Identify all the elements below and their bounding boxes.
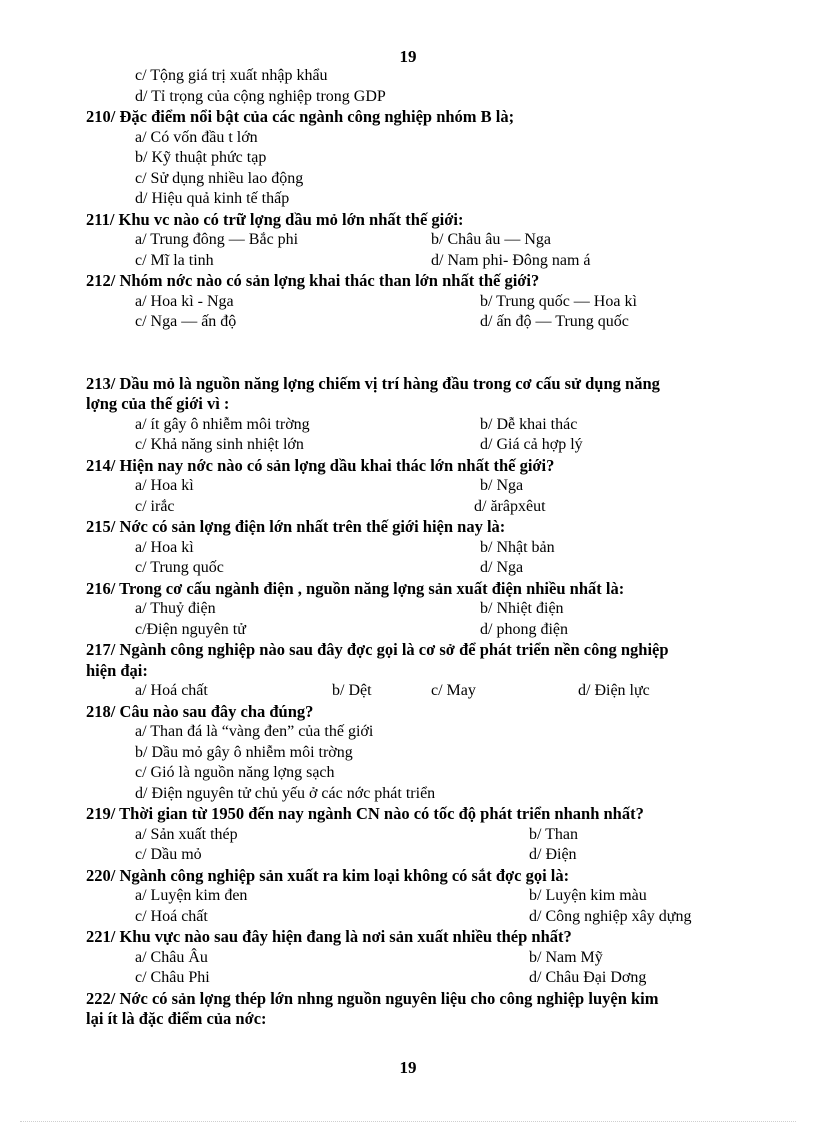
spacer — [86, 333, 792, 374]
answer-row — [86, 599, 792, 620]
page-number-top: 19 — [399, 47, 417, 66]
page-number-bottom: 19 — [399, 1058, 417, 1077]
answer-option: a/ Châu Âu — [135, 948, 208, 966]
answer-option: d/ Điện — [529, 846, 577, 863]
answer-option: a/ Hoa kì — [135, 477, 194, 494]
answer-option: a/ Hoa kì - Nga — [135, 292, 234, 310]
question-219: 219/ Thời gian từ 1950 đến nay ngành CN nào có tốc độ phát triển nhanh nhất? — [86, 804, 644, 823]
answer-option: a/ Trung đông — Bắc phi — [135, 231, 299, 248]
answer-option: b/ Châu âu — Nga — [431, 231, 551, 248]
answer-option: a/ Hoá chất — [135, 682, 208, 699]
question-list — [86, 66, 792, 1030]
answer-row — [86, 538, 792, 559]
answer-option: b/ Nhật bản — [480, 538, 555, 556]
answer-row — [86, 558, 792, 579]
answer-row — [86, 251, 792, 272]
question-217-cont: hiện đại: — [86, 660, 148, 680]
answer-option: c/ Nga — ấn độ — [135, 313, 237, 330]
answer-row — [86, 476, 792, 497]
answer-row — [86, 845, 792, 866]
question-222: 222/ Nớc có sản lợng thép lớn nhng nguồn nguyên liệu cho công nghiệp luyện kim — [86, 988, 659, 1008]
answer-row — [86, 886, 792, 907]
answer-row — [86, 415, 792, 436]
answer-option: c/ Dầu mỏ — [135, 846, 202, 863]
answer-option: b/ Dễ khai thác — [480, 415, 578, 433]
question-218: 218/ Câu nào sau đây cha đúng? — [86, 701, 314, 721]
answer-option: b/ Trung quốc — Hoa kì — [480, 292, 637, 310]
answer-option: c/ irắc — [135, 497, 175, 515]
question-213-cont: lợng của thế giới vì : — [86, 394, 230, 413]
answer-option: b/ Nhiệt điện — [480, 600, 564, 617]
question-221: 221/ Khu vực nào sau đây hiện đang là nơi sản xuất nhiều thép nhất? — [86, 927, 572, 946]
question-210: 210/ Đặc điểm nổi bật của các ngành công nghiệp nhóm B là; — [86, 107, 515, 126]
answer-option: b/ Than — [529, 825, 579, 843]
answer-row — [86, 907, 792, 928]
answer-option: c/ May — [431, 682, 476, 699]
answer-option: c/ Sử dụng nhiều lao động — [135, 169, 304, 187]
answer-row — [86, 435, 792, 456]
answer-option: a/ ít gây ô nhiễm môi trờng — [135, 415, 310, 433]
answer-option: b/ Dệt — [332, 682, 372, 699]
answer-option: a/ Hoa kì — [135, 538, 194, 556]
page-edge-divider — [20, 1121, 796, 1122]
answer-option: d/ Điện lực — [578, 682, 650, 699]
answer-option: d/ Công nghiệp xây dựng — [529, 907, 692, 925]
question-213: 213/ Dầu mỏ là nguồn năng lợng chiếm vị trí hàng đầu trong cơ cấu sử dụng năng — [86, 373, 660, 393]
answer-option: d/ phong điện — [480, 620, 568, 638]
answer-row — [86, 681, 792, 702]
answer-option: a/ Có vốn đầu t lớn — [135, 128, 258, 146]
answer-option: c/ Mĩ la tinh — [135, 251, 214, 269]
answer-option: a/ Than đá là “vàng đen” của thế giới — [135, 723, 374, 740]
answer-option: d/ ấn độ — Trung quốc — [480, 313, 629, 330]
answer-option: a/ Sản xuất thép — [135, 825, 238, 843]
question-217: 217/ Ngành công nghiệp nào sau đây đợc gọi là cơ sở để phát triển nền công nghiệp — [86, 640, 669, 659]
question-216: 216/ Trong cơ cấu ngành điện , nguồn năng lợng sản xuất điện nhiều nhất là: — [86, 578, 625, 598]
answer-option: d/ Nam phi- Đông nam á — [431, 251, 591, 269]
question-211: 211/ Khu vc nào có trữ lợng dầu mỏ lớn nhất thế giới: — [86, 209, 464, 229]
answer-option: b/ Dầu mỏ gây ô nhiễm môi trờng — [135, 743, 353, 761]
answer-row — [86, 230, 792, 251]
question-214: 214/ Hiện nay nớc nào có sản lợng dầu khai thác lớn nhất thế giới? — [86, 455, 555, 475]
answer-row — [86, 620, 792, 641]
answer-row — [86, 825, 792, 846]
answer-option: d/ Điện nguyên tử chủ yếu ở các nớc phát triển — [135, 784, 436, 802]
answer-option: c/ Khả năng sinh nhiệt lớn — [135, 436, 304, 453]
answer-option: c/Điện nguyên tử — [135, 620, 246, 638]
question-212: 212/ Nhóm nớc nào có sản lợng khai thác than lớn nhất thế giới? — [86, 271, 540, 290]
question-220: 220/ Ngành công nghiệp sản xuất ra kim loại không có sắt đợc gọi là: — [86, 865, 570, 885]
answer-row — [86, 948, 792, 969]
answer-option: d/ ărâpxêut — [474, 497, 546, 515]
answer-option: d/ Tỉ trọng của cộng nghiệp trong GDP — [135, 87, 386, 105]
answer-option: d/ Nga — [480, 559, 524, 576]
answer-option: c/ Gió là nguồn năng lợng sạch — [135, 764, 335, 781]
answer-row — [86, 968, 792, 989]
answer-row — [86, 312, 792, 333]
answer-option: d/ Châu Đại Dơng — [529, 969, 647, 986]
answer-option: b/ Nam Mỹ — [529, 948, 603, 966]
answer-option: c/ Trung quốc — [135, 559, 224, 576]
answer-option: d/ Giá cả hợp lý — [480, 436, 583, 453]
question-222-cont: lại ít là đặc điểm của nớc: — [86, 1009, 267, 1028]
answer-option: b/ Nga — [480, 477, 524, 494]
answer-option: c/ Hoá chất — [135, 907, 208, 925]
answer-option: b/ Luyện kim màu — [529, 887, 647, 904]
answer-row — [86, 292, 792, 313]
answer-option: c/ Tộng giá trị xuất nhập khẩu — [135, 67, 328, 84]
answer-option: a/ Luyện kim đen — [135, 887, 248, 904]
answer-option: a/ Thuỷ điện — [135, 600, 216, 617]
answer-row — [86, 497, 792, 518]
answer-option: b/ Kỹ thuật phức tạp — [135, 149, 267, 166]
answer-option: d/ Hiệu quả kinh tế thấp — [135, 190, 290, 207]
question-215: 215/ Nớc có sản lợng điện lớn nhất trên thế giới hiện nay là: — [86, 517, 506, 536]
answer-option: c/ Châu Phi — [135, 969, 210, 986]
